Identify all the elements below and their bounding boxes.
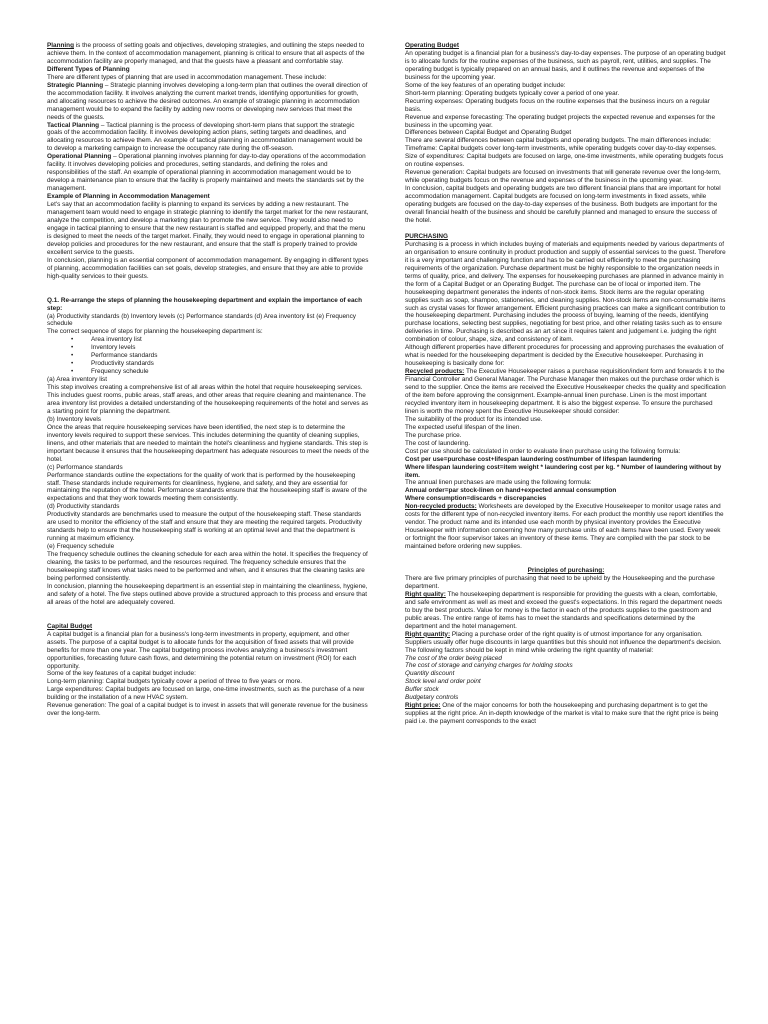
consider-item: The cost of laundering. — [405, 439, 471, 447]
list-item: • Inventory levels — [71, 344, 369, 352]
operating-feature: Revenue and expense forecasting: The operating budget projects the expected revenue and expenses for the business in the upcoming year. — [405, 113, 716, 129]
consider-item: The purchase price. — [405, 431, 462, 439]
capital-feature: Revenue generation: The goal of a capital budget is to invest in assets that will generate revenue for the business over the long-term. — [47, 702, 368, 718]
list-item: • Productivity standards — [71, 360, 369, 368]
q1-options: (a) Productivity standards (b) Inventory levels (c) Performance standards (d) Area inventory list (e) Frequency schedule — [47, 312, 356, 328]
principles-intro: There are five primary principles of purchasing that need to be upheld by the Housekeeping and the purchase department. — [405, 575, 715, 590]
operational-planning: Operational Planning – Operational planning involves planning for day-to-day operations of the accommodation facility. It involves developing policies and procedures, setting standards, and defining the roles and responsibilities of the staff. An example of operational planning in accommodation management would be to develop a maintenance plan to ensure that the facility is properly maintained and meets the standards set by the management. — [47, 153, 366, 193]
annual-where: Where consumption=discards + discrepancies — [405, 495, 547, 503]
right-quality: Right quality: The housekeeping department is responsible for providing the guests with a clean, comfortable, and safe environment as well as meet and exceed the guest's expectations. In this regard the department needs to buy the best products. Value for money is the factor in each of the products supplies to the guestroom and public areas. The entire range of items has to meet the standards and specifications determined by the department and the hotel management. — [405, 590, 723, 630]
cost-per-use-where: Where lifespan laundering cost=item weight * laundering cost per kg. * Number of laundering without by item. — [405, 463, 722, 479]
spacer — [405, 225, 727, 233]
operating-budget-text: An operating budget is a financial plan for a business's day-to-day expenses. The purpose of an operating budget is to allocate funds for the routine expenses of the business, such as payroll, rent, utilities, and supplies. The operating budget is typically prepared on an annual basis, and it outlines the revenue and expenses of the business for the upcoming year. — [405, 49, 726, 81]
planning-intro: Planning is the process of setting goals and objectives, developing strategies, and outlining the steps needed to achieve them. In the context of accommodation management, planning is critical to ensure that all aspects of the accommodation facility are properly managed, and that the guests have a pleasant and comfortable stay. — [47, 42, 365, 65]
operating-features-intro: Some of the key features of an operating budget include: — [405, 81, 566, 89]
capital-feature: Long-term planning: Capital budgets typically cover a period of three to five years or more. — [47, 678, 303, 686]
difference-item: Revenue generation: Capital budgets are focused on investments that will generate revenue over the long-term, while operating budgets focus on the revenue and expenses of the business in the upcoming year. — [405, 169, 721, 185]
capital-feature: Large expenditures: Capital budgets are focused on large, one-time investments, such as the purchase of a new building or the installation of a new HVAC system. — [47, 686, 365, 702]
step-b-text: Once the areas that require housekeeping services have been identified, the next step is to determine the inventory levels required to support these services. This includes determining the quantity of cleaning supplies, linens, and other materials that are needed to maintain the hotel's cleanliness and hygiene standards. This step is important because it ensures that the housekeeping department has adequate resources to meet the needs of the hotel. — [47, 423, 369, 463]
factor-item: Buffer stock — [405, 686, 439, 694]
operating-feature: Recurring expenses: Operating budgets focus on the routine expenses that the business incurs on a regular basis. — [405, 97, 710, 113]
step-d-text: Productivity standards are benchmarks used to measure the output of the housekeeping staff. These standards are used to monitor the efficiency of the staff and ensure that they are meeting the required targets. Productivity standards help to ensure that the housekeeping staff is working at an optimal level and that the department is running at maximum efficiency. — [47, 511, 362, 543]
spacer — [47, 607, 369, 623]
step-e-text: The frequency schedule outlines the cleaning schedule for each area within the hotel. It specifies the frequency of cleaning, the tasks to be performed, and the resources required. The frequency schedule ensures that the housekeeping staff knows what tasks need to be performed and when, and it ensures that the cleaning tasks are being performed consistently. — [47, 551, 368, 582]
step-b-label: (b) Inventory levels — [47, 415, 101, 423]
operating-budget-heading: Operating Budget — [405, 42, 459, 49]
step-e-label: (e) Frequency schedule — [47, 543, 115, 551]
differences-heading: Differences between Capital Budget and Operating Budget — [405, 129, 572, 137]
q1-sequence-list — [47, 336, 369, 376]
tactical-planning: Tactical Planning – Tactical planning is the process of developing short-term plans that support the strategic goals of the accommodation facility. It involves developing action plans, setting targets and deadlines, and allocating resources to achieve them. An example of tactical planning in accommodation management would be to develop a marketing campaign to increase the occupancy rate during the off-season. — [47, 121, 363, 153]
right-price: Right price: One of the major concerns for both the housekeeping and purchasing department is to get the supplies at the right price. An in-depth knowledge of the market is vital to make sure that the right price is being paid i.e. the payment corresponds to the exact — [405, 702, 719, 726]
purchasing-procedure: Although different properties have different procedures for processing and approving purchases the evaluation of what is needed for the housekeeping department is decided by the Executive housekeeper. Purchasing in housekeeping is basically done for: — [405, 344, 724, 368]
purchasing-text: Purchasing is a process in which includes buying of materials and equipments needed by various departments of an organisation to ensure continuity in product production and supply of essential services to the guest. Therefore it is a very important and challenging function and has to be carried out efficiently to meet the purchasing requirements of the organization. Purchase department must be highly responsible to the organization needs in terms of quality, price, and delivery. The expenses for housekeeping purchases are planned in advance mainly in the form of a Capital Budget or an Operating Budget. The purchase can be of local or imported item. The housekeeping department generates the indents of non-stock items. Stock items are the regular operating supplies such as soap, shampoo, stationeries, and cleaning supplies. Non-stock items are non-consumable items such as crystal vases for flower arrangement. Efficient purchasing practices can make a significant contribution to the housekeeping department. Purchasing includes the process of buying, learning of the needs, identifying purchase locations, selecting best supplies, negotiating for best price, and other relating tasks such as to ensure deliveries in time. Purchasing is described as an art since it requires talent and judgement i.e. judging the right combination of colour, shape, size, and consistency of item. — [405, 240, 726, 344]
step-a-label: (a) Area inventory list — [47, 376, 108, 384]
factor-item: The cost of the order being placed — [405, 654, 502, 662]
step-d-label: (d) Productivity standards — [47, 503, 120, 511]
planning-term: Planning — [47, 42, 74, 49]
factor-item: Quantity discount — [405, 670, 455, 678]
list-item: • Frequency schedule — [71, 368, 369, 376]
q1-conclusion: In conclusion, planning the housekeeping department is an essential step in maintaining the cleanliness, hygiene, and safety of a hotel. The five steps outlined above provide a structured approach to this process and ensure that all areas of the hotel are adequately covered. — [47, 582, 368, 606]
capital-budget-text: A capital budget is a financial plan for a business's long-term investments in property, equipment, and other assets. The purpose of a capital budget is to allocate funds for the acquisition of fixed assets that will provide benefits for more than one year. The capital budgeting process involves analyzing a business's investment opportunities, forecasting future cash flows, and determining the potential return on investment (ROI) for each opportunity. — [47, 630, 357, 670]
list-item: • Area inventory list — [71, 336, 369, 344]
capital-budget-heading: Capital Budget — [47, 622, 93, 630]
spacer — [47, 281, 369, 297]
right-quantity: Right quantity: Placing a purchase order of the right quality is of utmost importance for any organisation. Suppliers usually offer huge discounts in large quantities but this should not influence the department's decision. The following factors should be kept in mind while ordering the right quantity of material: — [405, 630, 722, 654]
difference-item: Timeframe: Capital budgets cover long-term investments, while operating budgets cover day-to-day expenses. — [405, 145, 717, 153]
cost-per-use-formula: Cost per use=purchase cost+lifespan laundering cost/number of lifespan laundering — [405, 455, 662, 463]
consider-item: The suitability of the product for its intended use. — [405, 415, 543, 423]
non-recycled-products: Non-recycled products: Worksheets are developed by the Executive Housekeeper to monitor usage rates and costs for the different type of non-recycled inventory items. For each product the monthly use report identifies the vendor. The product name and its intended use each month by physical inventory provides the Executive Housekeeper with information concerning how many purchase units of each items have been used. Every week or fortnight the floor supervisor takes an inventory of these items. They are compiled with the par stock to be maintained before ordering new supplies. — [405, 503, 724, 551]
example-heading: Example of Planning in Accommodation Management — [47, 193, 210, 201]
difference-item: Size of expenditures: Capital budgets are focused on large, one-time investments, while operating budgets focus on routine expenses. — [405, 153, 724, 169]
factor-item: Stock level and order point — [405, 678, 481, 686]
q1-sequence-intro: The correct sequence of steps for planning the housekeeping department is: — [47, 328, 263, 336]
operating-feature: Short-term planning: Operating budgets typically cover a period of one year. — [405, 89, 620, 97]
q1-heading: Q.1. Re-arrange the steps of planning the housekeeping department and explain the importance of each step: — [47, 296, 362, 312]
factor-item: Budgetary controls — [405, 694, 459, 702]
types-heading: Different Types of Planning — [47, 65, 130, 73]
cost-per-use-intro: Cost per use should be calculated in order to evaluate linen purchase using the following formula: — [405, 447, 681, 455]
step-c-text: Performance standards outline the expectations for the quality of work that is performed by the housekeeping staff. These standards include requirements for cleanliness, hygiene, and safety, and they are essential for maintaining the reputation of the hotel. Performance standards ensure that the housekeeping staff is aware of the expectations and that they work towards meeting them consistently. — [47, 471, 367, 503]
annual-intro: The annual linen purchases are made using the following formula: — [405, 479, 592, 487]
capital-features-intro: Some of the key features of a capital budget include: — [47, 670, 196, 678]
factor-item: The cost of storage and carrying charges for holding stocks — [405, 662, 573, 670]
step-a-text: This step involves creating a comprehensive list of all areas within the hotel that require housekeeping services. This includes guest rooms, public areas, staff areas, and other areas that require cleaning and maintenance. The area inventory list provides a detailed understanding of the housekeeping requirements of the hotel and serves as a starting point for planning the department. — [47, 384, 369, 415]
consider-item: The expected useful lifespan of the linen. — [405, 423, 522, 431]
spacer — [405, 551, 727, 567]
annual-formula: Annual order=par stock-linen on hand+expected annual consumption — [405, 487, 617, 495]
budgets-conclusion: In conclusion, capital budgets and operating budgets are two different financial plans that are important for hotel accommodation management. Capital budgets are focused on long-term investments in fixed assets, while operating budgets are focused on the day-to-day expenses of the business. Both budgets are important for the overall financial health of the business and should be carefully planned and managed to ensure the success of the hotel. — [405, 185, 721, 224]
right-column — [405, 42, 727, 1017]
list-item: • Performance standards — [71, 352, 369, 360]
recycled-products: Recycled products: The Executive Housekeeper raises a purchase requisition/indent form and forwards it to the Financial Controller and General Manager. The Purchase Manager then makes out the purchase order which is send to the supplier. Once the items are received the Executive Housekeeper checks the quality and specification of the item before approving the consignment. Example-annual linen purchase. Linen is the most important recycled inventory item in housekeeping department. It is also the biggest expense. To ensure the purchased linen is worth the money spent the Executive Housekeeper should consider: — [405, 368, 726, 415]
strategic-planning: Strategic Planning – Strategic planning involves developing a long-term plan that outlines the overall direction of the accommodation facility. It involves analyzing the current market trends, identifying opportunities for growth, and allocating resources to achieve the desired outcomes. An example of strategic planning in accommodation management would be to expand the facility by adding new rooms or developing new services that meet the needs of the guests. — [47, 81, 368, 121]
types-intro: There are different types of planning that are used in accommodation management. These include: — [47, 73, 327, 81]
step-c-label: (c) Performance standards — [47, 463, 123, 471]
planning-conclusion: In conclusion, planning is an essential component of accommodation management. By engaging in different types of planning, accommodation facilities can set goals, develop strategies, and ensure that they are able to provide high-quality services to their guests. — [47, 256, 369, 280]
left-column — [47, 42, 369, 1017]
principles-heading: Principles of purchasing: — [527, 567, 605, 575]
differences-intro: There are several differences between capital budgets and operating budgets. The main differences include: — [405, 137, 711, 145]
example-text: Let's say that an accommodation facility is planning to expand its services by adding a new restaurant. The management team would need to engage in strategic planning to identify the target market for the new restaurant, analyze the competition, and develop a marketing plan to promote the new service. They would also need to engage in tactical planning to ensure that the new restaurant is staffed and equipped properly, and that the menu is designed to meet the needs of the target market. Finally, they would need to engage in operational planning to develop policies and procedures for the new restaurant, and ensure that the staff is properly trained to provide excellent service to the guests. — [47, 201, 369, 256]
purchasing-heading: PURCHASING — [405, 232, 448, 240]
